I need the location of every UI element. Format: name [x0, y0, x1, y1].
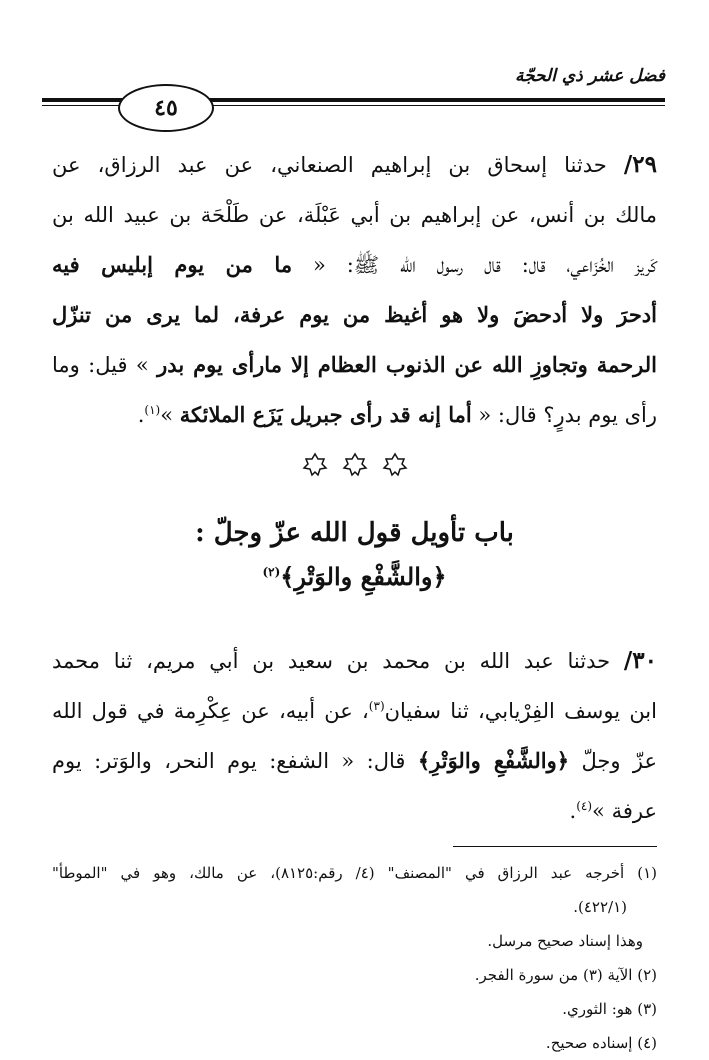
- hadith-29-line-4: أدحرَ ولا أدحضَ ولا هو أغيظ من يوم عرفة، لما يرى من تنزّل: [52, 302, 657, 327]
- hadith-30-line-2: ابن يوسف الفِرْيابي، ثنا سفيان$^{(٣)}$، عن أبيه، عن عِكْرِمة في قول الله: [52, 699, 657, 723]
- hadith-29-line-6: رأى يوم بدرٍ؟ قال: « أما إنه قد رأى جبريل يَزَع الملائكة »$^{(١)}$.: [137, 402, 657, 427]
- chapter-title: باب تأويل قول الله عزّ وجلّ :: [195, 518, 514, 548]
- footnote-ref[interactable]: (٣): [368, 699, 385, 713]
- footnotes: [52, 856, 657, 1060]
- hadith-30-line-3: عزّ وجلّ ﴿والشَّفْعِ والوَتْرِ﴾ قال: « الشفع: يوم النحر، والوَتر: يوم: [52, 748, 657, 773]
- footnote-ref[interactable]: (٤): [576, 799, 593, 813]
- hadith-29: [52, 140, 657, 440]
- hadith-29-line-5: الرحمة وتجاوزِ الله عن الذنوب العظام إلا مارأى يوم بدر » قيل: وما: [52, 352, 657, 377]
- footnote-4: (٤) إسناده صحيح.: [545, 1034, 657, 1052]
- ornament-star-icon: [382, 452, 408, 478]
- running-title: فضل عشر ذي الحجّة: [514, 66, 665, 86]
- hadith-29-line-3: كَريز الخُزَاعي، قال: قال رسول الله ﷺ: « ما من يوم إبليس فيه: [52, 252, 657, 277]
- section-ornaments: [0, 452, 709, 478]
- ornament-star-icon: [302, 452, 328, 478]
- ornament-star-icon: [342, 452, 368, 478]
- hadith-number: ٢٩/: [623, 151, 657, 178]
- chapter-verse: ﴿والشَّفْعِ والوَتْرِ﴾$^{(٢)}$: [262, 562, 447, 591]
- footnote-3: (٣) هو: الثوري.: [562, 1000, 657, 1018]
- footnote-2: (٢) الآية (٣) من سورة الفجر.: [474, 966, 657, 984]
- footnote-ref[interactable]: (٢): [262, 565, 281, 579]
- hadith-29-line-1: ٢٩/ حدثنا إسحاق بن إبراهيم الصنعاني، عن عبد الرزاق، عن: [52, 151, 657, 178]
- footnote-1-note: وهذا إسناد صحيح مرسل.: [487, 932, 643, 950]
- hadith-29-line-2: مالك بن أنس، عن إبراهيم بن أبي عَبْلَة، عن طَلْحَة بن عبيد الله بن: [52, 203, 657, 227]
- hadith-30-line-4: عرفة »$^{(٤)}$.: [569, 799, 657, 823]
- footnote-1-cont: (٤٢٢/١).: [573, 898, 627, 916]
- hadith-30: [52, 636, 657, 836]
- page-number: ٤٥: [118, 84, 214, 132]
- footnote-ref[interactable]: (١): [144, 403, 161, 417]
- footnote-rule: [453, 846, 657, 847]
- footnote-1: (١) أخرجه عبد الرزاق في "المصنف" (٤/ رقم:٨١٢٥)، عن مالك، وهو في "الموطأ": [52, 864, 657, 882]
- hadith-30-line-1: ٣٠/ حدثنا عبد الله بن محمد بن سعيد بن أبي مريم، ثنا محمد: [52, 647, 657, 674]
- hadith-number: ٣٠/: [623, 647, 657, 674]
